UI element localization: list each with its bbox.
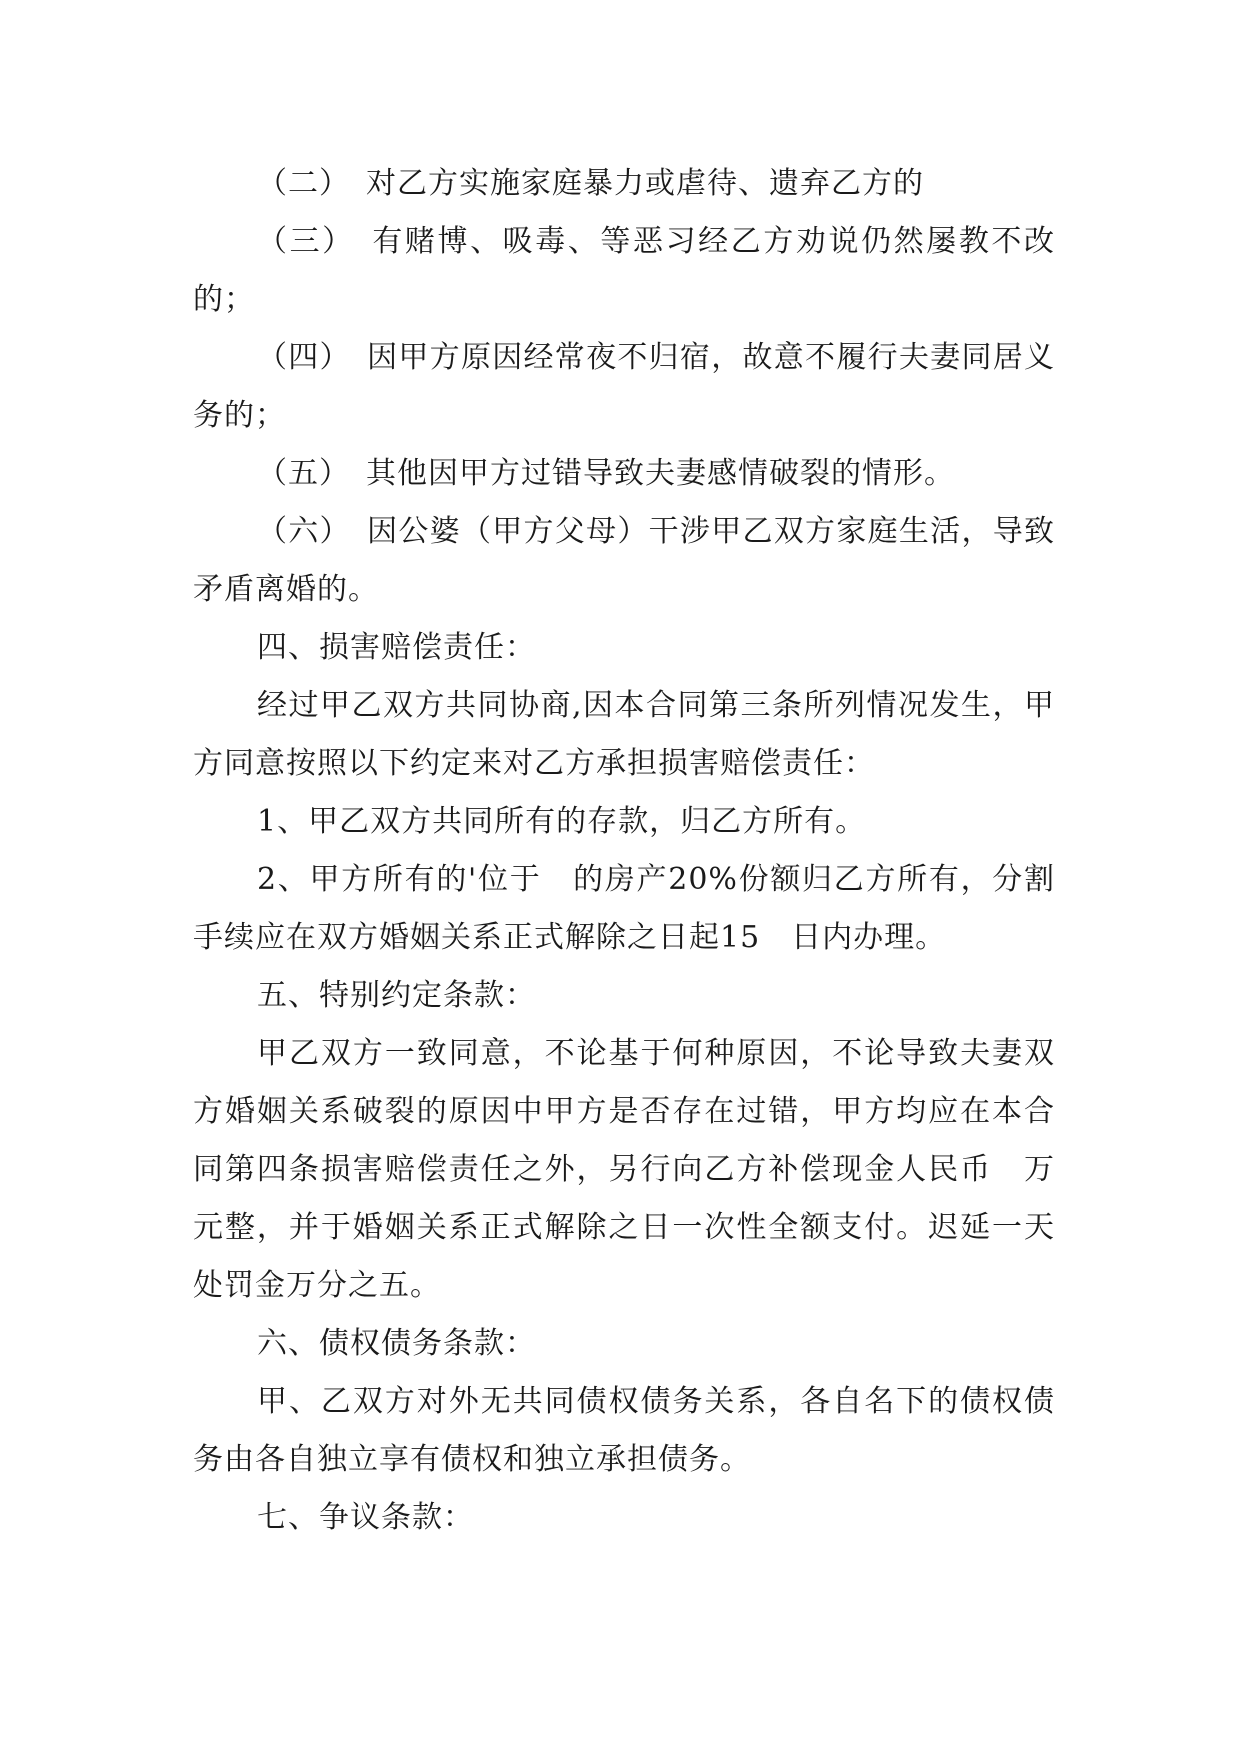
clause-item-6: （六） 因公婆（甲方父母）干涉甲乙双方家庭生活，导致矛盾离婚的。 (193, 514, 1055, 607)
document-body (193, 155, 1055, 1547)
section-heading-7: 七、争议条款： (257, 1500, 474, 1535)
paragraph: 甲乙双方一致同意，不论基于何种原因，不论导致夫妻双方婚姻关系破裂的原因中甲方是否存在过错，甲方均应在本合同第四条损害赔偿责任之外，另行向乙方补偿现金人民币 万元整，并于婚姻关系正式解除之日一次性全额支付。迟延一天处罚金万分之五。 (193, 1036, 1055, 1303)
clause-item-2: （二） 对乙方实施家庭暴力或虐待、遗弃乙方的 (257, 166, 924, 201)
clause-item-4: （四） 因甲方原因经常夜不归宿，故意不履行夫妻同居义务的； (193, 340, 1055, 433)
section-heading-4: 四、损害赔偿责任： (257, 630, 536, 665)
paragraph: 经过甲乙双方共同协商,因本合同第三条所列情况发生，甲方同意按照以下约定来对乙方承担损害赔偿责任： (193, 688, 1055, 781)
list-item: 2、甲方所有的'位于 的房产20%份额归乙方所有，分割手续应在双方婚姻关系正式解除之日起15 日内办理。 (193, 862, 1055, 955)
paragraph: 甲、乙双方对外无共同债权债务关系，各自名下的债权债务由各自独立享有债权和独立承担债务。 (193, 1384, 1055, 1477)
section-heading-5: 五、特别约定条款： (257, 978, 536, 1013)
list-item: 1、甲乙双方共同所有的存款，归乙方所有。 (257, 804, 867, 839)
clause-item-5: （五） 其他因甲方过错导致夫妻感情破裂的情形。 (257, 456, 955, 491)
clause-item-3: （三） 有赌博、吸毒、等恶习经乙方劝说仍然屡教不改的； (193, 224, 1055, 317)
section-heading-6: 六、债权债务条款： (257, 1326, 536, 1361)
